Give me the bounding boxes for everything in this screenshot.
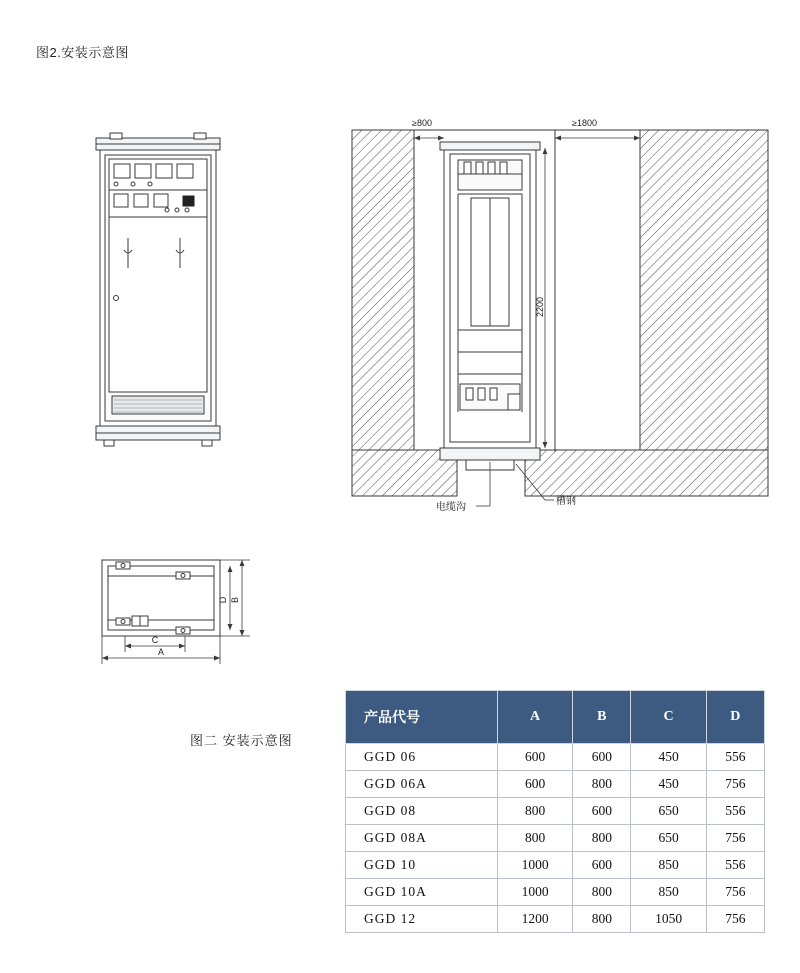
cell-b: 800 [573,906,631,933]
cell-a: 800 [498,798,573,825]
page-title: 图2.安装示意图 [36,45,129,60]
dim-d-label: D [218,596,228,604]
table-row [346,879,765,906]
th-product-code: 产品代号 [346,691,498,744]
cell-d: 556 [706,852,764,879]
dim-c-label: C [151,635,159,645]
table-row [346,825,765,852]
cell-code: GGD 08 [346,798,498,825]
cell-c: 650 [631,825,706,852]
cell-b: 600 [573,852,631,879]
cell-c: 650 [631,798,706,825]
table-row [346,798,765,825]
spec-table [345,690,765,933]
cell-a: 1000 [498,879,573,906]
cell-c: 850 [631,852,706,879]
cell-code: GGD 10 [346,852,498,879]
label-cable-trench: 电缆沟 [436,502,466,513]
label-channel-steel: 槽钢 [556,496,576,507]
cell-c: 1050 [631,906,706,933]
cell-d: 756 [706,906,764,933]
figure-top-view [92,548,267,673]
figure-section-view [340,112,780,522]
cell-code: GGD 10A [346,879,498,906]
dim-cabinet-height: 2200 [535,296,545,318]
cell-d: 556 [706,798,764,825]
table-row [346,771,765,798]
front-view-drawing [88,130,228,460]
cell-a: 800 [498,825,573,852]
dim-b-label: B [230,596,240,604]
dim-left-clearance: ≥800 [412,118,432,128]
th-a: A [498,691,573,744]
figure-front-view [88,130,228,460]
dim-a-label: A [157,647,165,657]
figure-caption: 图二 安装示意图 [190,733,293,748]
cell-d: 756 [706,771,764,798]
cell-b: 600 [573,798,631,825]
cell-a: 600 [498,771,573,798]
table-row [346,906,765,933]
cell-c: 850 [631,879,706,906]
cell-c: 450 [631,771,706,798]
section-view-drawing [340,112,780,522]
cell-b: 800 [573,879,631,906]
cell-code: GGD 08A [346,825,498,852]
cell-a: 600 [498,744,573,771]
top-view-drawing [92,548,267,673]
table-header-row [346,691,765,744]
table-row [346,744,765,771]
cell-code: GGD 06A [346,771,498,798]
th-d: D [706,691,764,744]
dim-right-clearance: ≥1800 [572,118,597,128]
cell-b: 800 [573,825,631,852]
cell-d: 756 [706,879,764,906]
table-row [346,852,765,879]
cell-b: 600 [573,744,631,771]
cell-a: 1000 [498,852,573,879]
cell-code: GGD 06 [346,744,498,771]
cell-code: GGD 12 [346,906,498,933]
cell-a: 1200 [498,906,573,933]
cell-d: 556 [706,744,764,771]
th-b: B [573,691,631,744]
cell-d: 756 [706,825,764,852]
cell-c: 450 [631,744,706,771]
th-c: C [631,691,706,744]
cell-b: 800 [573,771,631,798]
